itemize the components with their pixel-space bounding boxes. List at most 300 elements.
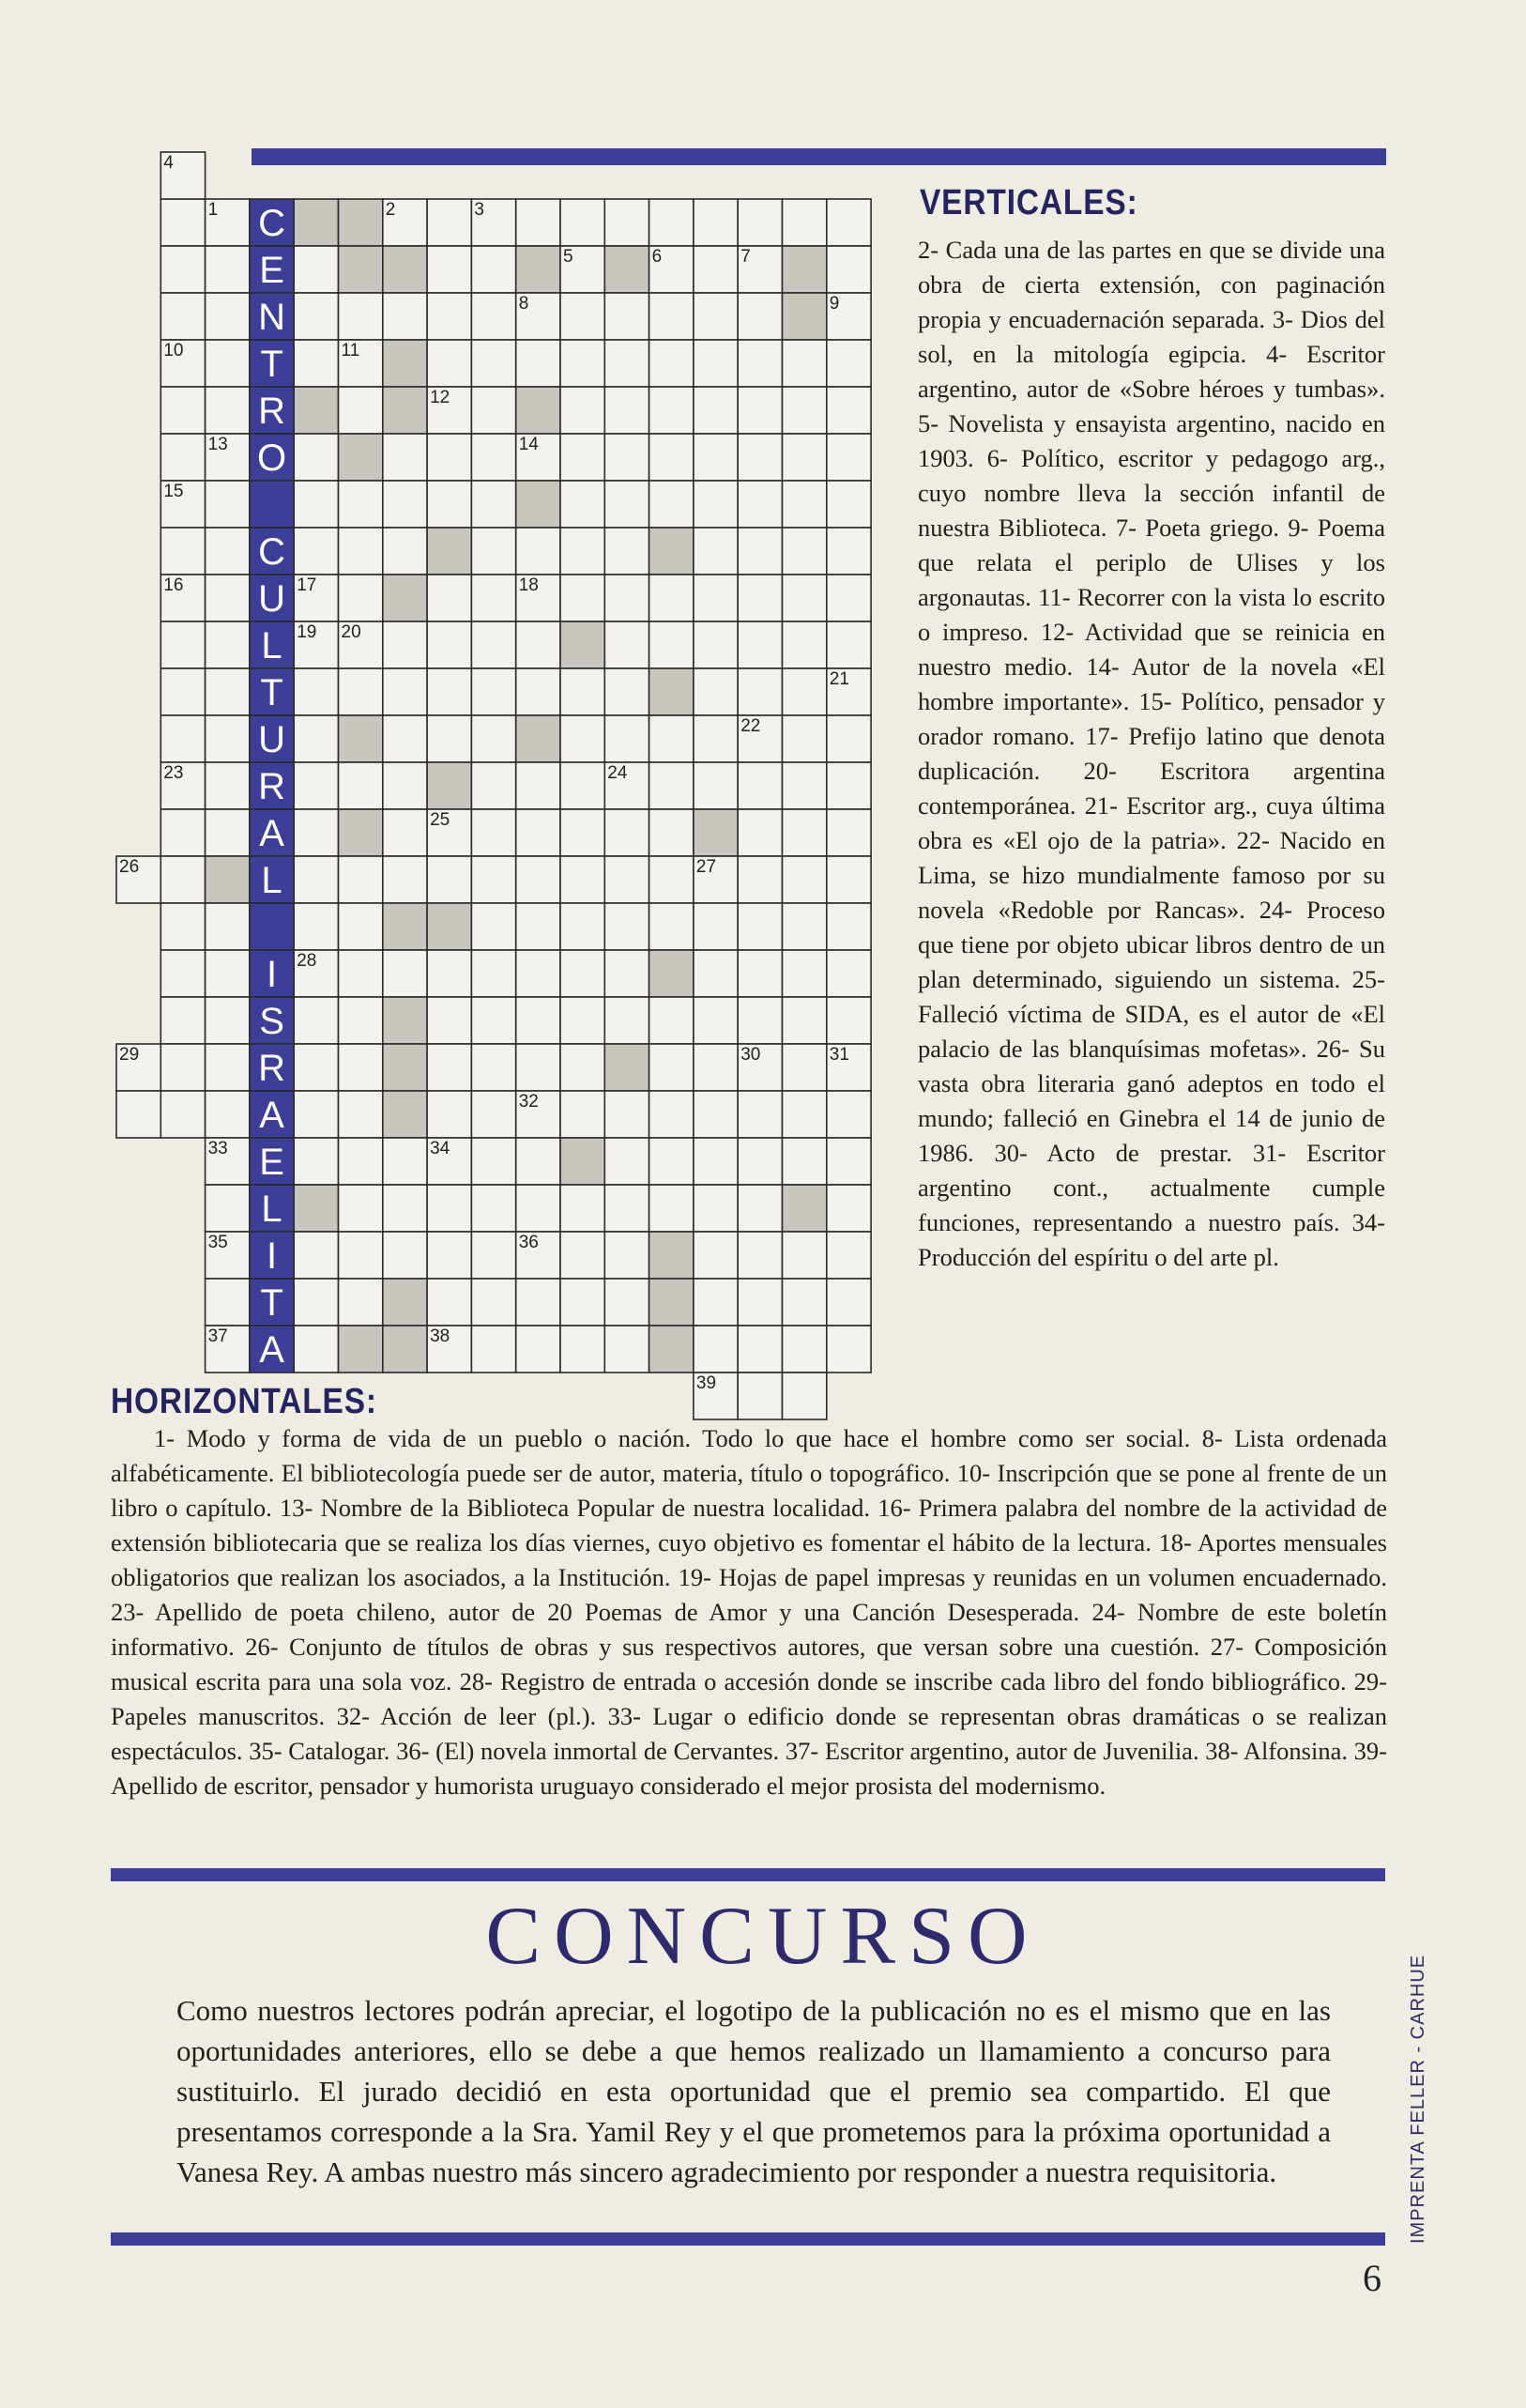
grid-cell	[383, 1138, 427, 1185]
grid-cell	[738, 1185, 782, 1232]
grid-cell	[783, 715, 827, 762]
grid-cell	[471, 575, 515, 621]
grid-cell	[649, 856, 694, 903]
grid-cell	[339, 1326, 383, 1373]
grid-cell	[383, 1326, 427, 1373]
grid-cell	[827, 1326, 871, 1373]
grid-cell	[783, 621, 827, 668]
grid-cell	[783, 434, 827, 481]
grid-cell	[783, 340, 827, 387]
grid-cell	[206, 293, 250, 340]
grid-cell	[471, 434, 515, 481]
grid-letter: E	[259, 250, 284, 291]
grid-cell	[383, 809, 427, 856]
cell-number: 10	[163, 341, 184, 360]
grid-cell	[471, 1091, 515, 1138]
grid-cell	[383, 856, 427, 903]
cell-number: 37	[207, 1327, 228, 1346]
grid-cell	[604, 1091, 649, 1138]
crossword-svg	[116, 143, 886, 1393]
grid-cell	[294, 199, 338, 246]
grid-cell	[827, 246, 871, 293]
grid-cell	[783, 1044, 827, 1091]
grid-cell	[383, 387, 427, 434]
grid-cell	[738, 762, 782, 809]
grid-cell	[694, 621, 738, 668]
grid-cell	[383, 1185, 427, 1232]
grid-cell	[471, 1232, 515, 1279]
grid-cell	[383, 1091, 427, 1138]
grid-cell	[649, 1138, 694, 1185]
grid-cell	[783, 1138, 827, 1185]
grid-cell	[783, 481, 827, 528]
grid-cell	[694, 1279, 738, 1326]
grid-cell	[783, 199, 827, 246]
grid-cell	[783, 668, 827, 715]
grid-cell	[427, 1091, 471, 1138]
grid-cell	[694, 997, 738, 1044]
cell-number: 23	[163, 763, 184, 783]
cell-number: 7	[740, 247, 751, 267]
cell-number: 26	[119, 857, 140, 877]
page-number: 6	[1363, 2257, 1381, 2299]
grid-cell	[160, 668, 205, 715]
grid-cell	[427, 575, 471, 621]
grid-cell	[649, 762, 694, 809]
grid-cell	[160, 246, 205, 293]
grid-cell	[783, 1232, 827, 1279]
grid-cell	[294, 293, 338, 340]
grid-cell	[694, 246, 738, 293]
grid-cell	[827, 715, 871, 762]
cell-number: 8	[518, 294, 529, 314]
grid-cell	[827, 809, 871, 856]
grid-cell	[471, 528, 515, 575]
grid-cell	[649, 715, 694, 762]
grid-cell	[294, 668, 338, 715]
grid-cell	[160, 809, 205, 856]
grid-cell	[649, 1044, 694, 1091]
grid-cell	[738, 1232, 782, 1279]
grid-cell	[560, 528, 604, 575]
grid-cell	[649, 1232, 694, 1279]
grid-cell	[206, 856, 250, 903]
cell-number: 13	[207, 435, 228, 454]
grid-cell	[827, 903, 871, 950]
grid-cell	[471, 387, 515, 434]
grid-cell	[649, 481, 694, 528]
grid-cell	[827, 762, 871, 809]
grid-cell	[738, 621, 782, 668]
grid-cell	[738, 997, 782, 1044]
grid-cell	[294, 762, 338, 809]
grid-cell	[294, 997, 338, 1044]
grid-cell	[649, 340, 694, 387]
grid-cell	[471, 1326, 515, 1373]
grid-cell	[206, 340, 250, 387]
grid-cell	[694, 293, 738, 340]
grid-cell	[694, 1232, 738, 1279]
grid-cell	[694, 715, 738, 762]
grid-cell	[471, 809, 515, 856]
grid-letter: O	[256, 437, 287, 479]
grid-cell	[383, 1044, 427, 1091]
grid-cell	[294, 528, 338, 575]
grid-cell	[339, 434, 383, 481]
grid-cell	[827, 1185, 871, 1232]
grid-cell	[383, 621, 427, 668]
grid-cell	[694, 1044, 738, 1091]
printer-credit: IMPRENTA FELLER - CARHUE	[1408, 1954, 1428, 2244]
grid-cell	[604, 1326, 649, 1373]
grid-cell	[383, 762, 427, 809]
grid-cell	[560, 199, 604, 246]
grid-cell	[560, 903, 604, 950]
grid-cell	[783, 1326, 827, 1373]
grid-cell	[827, 1091, 871, 1138]
grid-cell	[604, 575, 649, 621]
grid-cell	[738, 528, 782, 575]
grid-cell	[694, 575, 738, 621]
cell-number: 18	[518, 575, 539, 595]
grid-cell	[738, 856, 782, 903]
grid-letter: A	[259, 1095, 284, 1136]
grid-cell	[827, 997, 871, 1044]
grid-cell	[738, 1373, 782, 1419]
grid-letter: R	[258, 1048, 285, 1089]
cell-number: 4	[163, 153, 174, 173]
grid-cell	[383, 1279, 427, 1326]
grid-cell	[604, 1279, 649, 1326]
grid-cell	[604, 340, 649, 387]
grid-cell	[560, 715, 604, 762]
concurso-bottom-rule	[111, 2232, 1385, 2246]
grid-cell	[694, 668, 738, 715]
grid-cell	[471, 246, 515, 293]
grid-cell	[560, 668, 604, 715]
grid-cell	[649, 997, 694, 1044]
cell-number: 36	[518, 1233, 539, 1252]
grid-cell	[738, 575, 782, 621]
grid-cell	[738, 1138, 782, 1185]
verticales-heading: VERTICALES:	[920, 183, 1138, 222]
grid-cell	[694, 950, 738, 997]
grid-cell	[339, 199, 383, 246]
grid-cell	[783, 1279, 827, 1326]
grid-cell	[471, 715, 515, 762]
cell-number: 20	[341, 622, 361, 642]
cell-number: 35	[207, 1233, 228, 1252]
grid-cell	[604, 1185, 649, 1232]
grid-cell	[516, 387, 560, 434]
grid-cell	[160, 434, 205, 481]
cell-number: 28	[297, 951, 317, 971]
grid-cell	[783, 809, 827, 856]
grid-cell	[206, 575, 250, 621]
grid-cell	[427, 950, 471, 997]
cell-number: 16	[163, 575, 184, 595]
grid-cell	[294, 340, 338, 387]
grid-cell	[694, 809, 738, 856]
grid-cell	[694, 387, 738, 434]
grid-cell	[649, 387, 694, 434]
grid-cell	[160, 1091, 205, 1138]
cell-number: 19	[297, 622, 317, 642]
grid-cell	[383, 340, 427, 387]
grid-cell	[427, 1232, 471, 1279]
grid-cell	[206, 668, 250, 715]
grid-letter: I	[266, 1235, 278, 1277]
grid-cell	[516, 1326, 560, 1373]
cell-number: 14	[518, 435, 539, 454]
verticales-text: 2- Cada una de las partes en que se divide una obra de cierta extensión, con paginación propia y encuadernación separada. 3- Dios del sol, en la mitología egipcia. 4- Escritor argentino, autor de «Sobre héroes y tumbas». 5- Novelista y ensayista argentino, nacido en 1903. 6- Político, escritor y pedagogo arg., cuyo nombre lleva la sección infantil de nuestra Biblioteca. 7- Poeta griego. 9- Poema que relata el periplo de Ulises y los argonautas. 11- Recorrer con la vista lo escrito o impreso. 12- Actividad que se reinicia en nuestro medio. 14- Autor de la novela «El hombre importante». 15- Político, pensador y orador romano. 17- Prefijo latino que denota duplicación. 20- Escritora argentina contemporánea. 21- Escritor arg., cuya última obra es «El ojo de la patria». 22- Nacido en Lima, se hizo mundialmente famoso por su novela «Redoble por Rancas». 24- Proceso que tiene por objeto ubicar libros dentro de un plan determinado, siguiendo un sistema. 25- Falleció víctima de SIDA, es el autor de «El palacio de las blanquísimas mofetas». 26- Su vasta obra literaria ganó adeptos en todo el mundo; falleció en Ginebra el 14 de junio de 1986. 30- Acto de prestar. 31- Escritor argentino cont., actualmente cumple funciones, representando a nuestro país. 34- Producción del espíritu o del arte pl.	[918, 236, 1385, 1271]
grid-cell	[738, 809, 782, 856]
grid-cell	[339, 903, 383, 950]
grid-cell	[294, 481, 338, 528]
grid-cell	[516, 246, 560, 293]
grid-cell	[339, 528, 383, 575]
grid-cell	[160, 387, 205, 434]
grid-cell	[294, 1279, 338, 1326]
grid-cell	[206, 903, 250, 950]
grid-cell	[560, 575, 604, 621]
grid-cell	[649, 1185, 694, 1232]
grid-letter: I	[266, 954, 278, 995]
grid-cell	[560, 1138, 604, 1185]
grid-cell	[427, 1279, 471, 1326]
grid-cell	[604, 528, 649, 575]
grid-cell	[604, 1044, 649, 1091]
grid-cell	[694, 903, 738, 950]
cell-number: 24	[607, 763, 628, 783]
grid-cell	[294, 903, 338, 950]
grid-cell	[827, 528, 871, 575]
grid-cell	[649, 1279, 694, 1326]
grid-cell	[827, 856, 871, 903]
cell-number: 21	[829, 669, 849, 689]
grid-cell	[827, 621, 871, 668]
grid-cell	[339, 481, 383, 528]
grid-cell	[604, 621, 649, 668]
grid-cell	[738, 1091, 782, 1138]
grid-cell	[383, 1232, 427, 1279]
grid-letter: R	[258, 766, 285, 807]
grid-cell	[427, 668, 471, 715]
grid-cell	[206, 950, 250, 997]
grid-cell	[827, 340, 871, 387]
grid-cell	[604, 199, 649, 246]
grid-cell	[604, 481, 649, 528]
grid-cell	[694, 1326, 738, 1373]
grid-cell	[294, 715, 338, 762]
grid-cell	[827, 575, 871, 621]
grid-cell	[206, 387, 250, 434]
grid-cell	[339, 1279, 383, 1326]
grid-cell	[516, 950, 560, 997]
grid-cell	[560, 809, 604, 856]
grid-cell	[294, 1091, 338, 1138]
grid-cell	[560, 1279, 604, 1326]
grid-cell	[471, 1279, 515, 1326]
grid-cell	[339, 387, 383, 434]
grid-cell	[427, 199, 471, 246]
grid-cell	[738, 434, 782, 481]
grid-cell	[827, 199, 871, 246]
grid-cell	[471, 668, 515, 715]
grid-cell	[471, 762, 515, 809]
grid-cell	[694, 1185, 738, 1232]
grid-cell	[383, 575, 427, 621]
grid-cell	[471, 1185, 515, 1232]
grid-cell	[160, 715, 205, 762]
cell-number: 27	[695, 857, 717, 877]
grid-cell	[516, 762, 560, 809]
horizontales-heading: HORIZONTALES:	[111, 1382, 377, 1421]
grid-cell	[783, 997, 827, 1044]
grid-letter: L	[261, 860, 282, 901]
grid-cell	[604, 387, 649, 434]
grid-cell	[604, 997, 649, 1044]
grid-cell	[783, 1185, 827, 1232]
grid-cell	[516, 1185, 560, 1232]
grid-cell	[160, 997, 205, 1044]
grid-letter: A	[259, 1329, 284, 1371]
cell-number: 2	[385, 200, 396, 220]
grid-cell	[471, 621, 515, 668]
grid-cell	[783, 762, 827, 809]
grid-letter: T	[260, 672, 283, 713]
grid-cell	[383, 528, 427, 575]
grid-cell	[427, 340, 471, 387]
grid-cell	[604, 903, 649, 950]
grid-cell	[604, 1138, 649, 1185]
grid-cell	[339, 668, 383, 715]
cell-number: 29	[119, 1045, 140, 1065]
grid-cell	[471, 950, 515, 997]
grid-cell	[471, 1138, 515, 1185]
grid-cell	[738, 950, 782, 997]
grid-cell	[694, 1138, 738, 1185]
grid-cell	[738, 481, 782, 528]
grid-cell	[560, 762, 604, 809]
grid-cell	[649, 1091, 694, 1138]
grid-cell	[604, 668, 649, 715]
grid-cell	[738, 199, 782, 246]
grid-cell	[649, 528, 694, 575]
grid-cell	[339, 1185, 383, 1232]
grid-cell	[427, 856, 471, 903]
grid-cell	[516, 1138, 560, 1185]
grid-cell	[560, 293, 604, 340]
grid-cell	[339, 809, 383, 856]
grid-cell	[206, 528, 250, 575]
cell-number: 3	[474, 200, 484, 220]
grid-cell	[516, 809, 560, 856]
grid-cell	[427, 903, 471, 950]
grid-cell	[783, 575, 827, 621]
grid-cell	[471, 903, 515, 950]
grid-cell	[516, 199, 560, 246]
grid-cell	[560, 387, 604, 434]
grid-cell	[827, 481, 871, 528]
grid-cell	[783, 856, 827, 903]
grid-cell	[649, 903, 694, 950]
grid-cell	[339, 762, 383, 809]
grid-cell	[604, 809, 649, 856]
grid-cell	[738, 1326, 782, 1373]
grid-cell	[694, 434, 738, 481]
crossword-grid	[116, 143, 886, 1393]
grid-cell	[783, 1373, 827, 1419]
cell-number: 38	[430, 1327, 450, 1346]
grid-cell	[516, 856, 560, 903]
grid-cell	[294, 1185, 338, 1232]
grid-cell	[339, 246, 383, 293]
grid-cell	[294, 1044, 338, 1091]
grid-cell	[383, 434, 427, 481]
grid-cell	[738, 903, 782, 950]
grid-cell	[383, 481, 427, 528]
grid-cell	[560, 856, 604, 903]
cell-number: 12	[430, 388, 450, 407]
grid-cell	[160, 293, 205, 340]
grid-cell	[294, 1326, 338, 1373]
cell-number: 33	[207, 1139, 228, 1158]
grid-cell	[516, 997, 560, 1044]
grid-cell	[783, 1091, 827, 1138]
cell-number: 39	[695, 1373, 717, 1393]
grid-cell	[649, 1326, 694, 1373]
grid-cell	[427, 528, 471, 575]
concurso-title: CONCURSO	[485, 1891, 1041, 1982]
grid-letter: N	[258, 297, 285, 338]
cell-number: 25	[430, 810, 450, 830]
grid-cell	[250, 903, 294, 950]
grid-cell	[516, 481, 560, 528]
grid-letter: T	[260, 1282, 283, 1324]
grid-cell	[516, 528, 560, 575]
grid-letter: U	[258, 719, 285, 760]
grid-cell	[649, 621, 694, 668]
grid-cell	[694, 340, 738, 387]
grid-cell	[471, 293, 515, 340]
grid-cell	[383, 903, 427, 950]
grid-letter: R	[258, 391, 285, 432]
grid-cell	[604, 246, 649, 293]
grid-cell	[560, 621, 604, 668]
grid-cell	[339, 950, 383, 997]
grid-cell	[427, 1185, 471, 1232]
grid-cell	[560, 1044, 604, 1091]
grid-cell	[160, 950, 205, 997]
grid-cell	[827, 434, 871, 481]
grid-letter: L	[261, 1189, 282, 1230]
grid-cell	[427, 246, 471, 293]
grid-cell	[783, 528, 827, 575]
grid-cell	[649, 950, 694, 997]
horizontales-text: 1- Modo y forma de vida de un pueblo o nación. Todo lo que hace el hombre como ser social. 8- Lista ordenada alfabéticamente. El bibliotecología puede ser de autor, materia, título o topográfico. 10- Inscripción que se pone al frente de un libro o capítulo. 13- Nombre de la Biblioteca Popular de nuestra localidad. 16- Primera palabra del nombre de la actividad de extensión bibliotecaria que se realiza los días viernes, cuyo objetivo es fomentar el hábito de la lectura. 18- Aportes mensuales obligatorios que realizan los asociados, a la Institución. 19- Hojas de papel impresas y reunidas en un volumen encuadernado. 23- Apellido de poeta chileno, autor de 20 Poemas de Amor y una Canción Desesperada. 24- Nombre de este boletín informativo. 26- Conjunto de títulos de obras y sus respectivos autores, que versan sobre una cuestión. 27- Composición musical escrita para una sola voz. 28- Registro de entrada o accesión donde se inscribe cada libro del fondo bibliográfico. 29- Papeles manuscritos. 32- Acción de leer (pl.). 33- Lugar o edificio donde se representan obras dramáticas o se realizan espectáculos. 35- Catalogar. 36- (El) novela inmortal de Cervantes. 37- Escritor argentino, autor de Juvenilia. 38- Alfonsina. 39- Apellido de escritor, pensador y humorista uruguayo considerado el mejor prosista del modernismo.	[111, 1424, 1387, 1800]
grid-cell	[738, 293, 782, 340]
grid-cell	[206, 1091, 250, 1138]
grid-cell	[560, 1091, 604, 1138]
grid-cell	[471, 856, 515, 903]
cell-number: 5	[563, 247, 573, 267]
grid-cell	[783, 950, 827, 997]
grid-cell	[160, 1044, 205, 1091]
grid-cell	[516, 340, 560, 387]
grid-cell	[560, 950, 604, 997]
grid-cell	[206, 621, 250, 668]
